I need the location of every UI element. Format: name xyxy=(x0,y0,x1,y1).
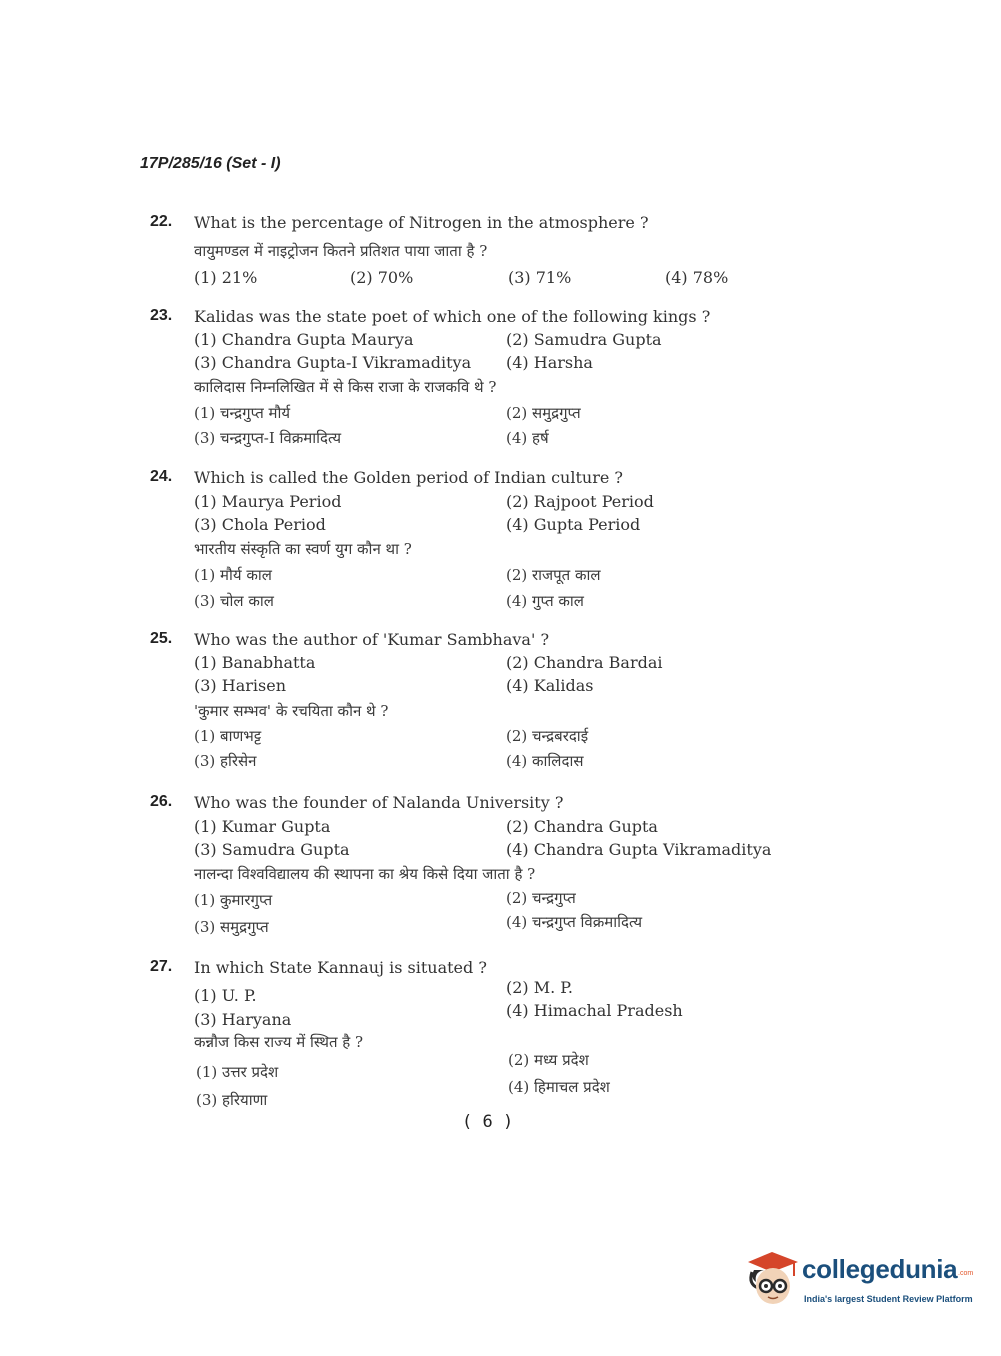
question-number: 26. xyxy=(150,793,173,810)
option-3-hi: (3) समुद्रगुप्त xyxy=(194,918,269,936)
option-1-hi: (1) चन्द्रगुप्त मौर्य xyxy=(194,404,291,422)
option-2: (2) Chandra Gupta xyxy=(506,817,658,836)
question-number: 22. xyxy=(150,213,173,230)
option-3-hi: (3) चन्द्रगुप्त-I विक्रमादित्य xyxy=(194,429,342,447)
question-number: 24. xyxy=(150,468,173,485)
option-4: (4) Kalidas xyxy=(506,676,594,695)
option-3: (3) Samudra Gupta xyxy=(194,840,350,859)
question-text-en: Who was the author of 'Kumar Sambhava' ? xyxy=(194,630,550,649)
question-text-hi: कालिदास निम्नलिखित में से किस राजा के राजकवि थे ? xyxy=(194,378,497,396)
option-4-hi: (4) हर्ष xyxy=(506,429,549,447)
option-2: (2) Samudra Gupta xyxy=(506,330,662,349)
question-number: 25. xyxy=(150,630,173,647)
option-2: (2) Chandra Bardai xyxy=(506,653,663,672)
option-3-hi: (3) हरिसेन xyxy=(194,752,257,770)
question-number: 27. xyxy=(150,958,173,975)
brand-name: collegedunia xyxy=(802,1254,958,1284)
page-number: ( 6 ) xyxy=(462,1112,514,1132)
option-3: (3) Harisen xyxy=(194,676,286,695)
option-4-hi: (4) गुप्त काल xyxy=(506,592,584,610)
option-3: (3) Haryana xyxy=(194,1010,292,1029)
option-1: (1) Chandra Gupta Maurya xyxy=(194,330,414,349)
option-1: (1) Kumar Gupta xyxy=(194,817,331,836)
option-4-hi: (4) कालिदास xyxy=(506,752,584,770)
option-2-hi: (2) चन्द्रबरदाई xyxy=(506,727,589,745)
student-mascot-icon xyxy=(744,1248,802,1312)
option-1-hi: (1) उत्तर प्रदेश xyxy=(196,1063,279,1081)
question-number: 23. xyxy=(150,307,173,324)
question-text-hi: वायुमण्डल में नाइट्रोजन कितने प्रतिशत पाया जाता है ? xyxy=(194,242,488,260)
option-4-hi: (4) चन्द्रगुप्त विक्रमादित्य xyxy=(506,913,643,931)
option-4: (4) Chandra Gupta Vikramaditya xyxy=(506,840,772,859)
question-text-en: What is the percentage of Nitrogen in the atmosphere ? xyxy=(194,213,649,232)
question-text-hi: कन्नौज किस राज्य में स्थित है ? xyxy=(194,1033,364,1051)
option-1-hi: (1) मौर्य काल xyxy=(194,566,272,584)
brand-tagline: India's largest Student Review Platform xyxy=(804,1294,973,1304)
option-3: (3) Chola Period xyxy=(194,515,326,534)
option-1-hi: (1) बाणभट्ट xyxy=(194,727,262,745)
option-2-hi: (2) चन्द्रगुप्त xyxy=(506,889,576,907)
question-text-en: Which is called the Golden period of Indian culture ? xyxy=(194,468,623,487)
question-text-hi: 'कुमार सम्भव' के रचयिता कौन थे ? xyxy=(194,702,389,720)
option-4: (4) Himachal Pradesh xyxy=(506,1001,683,1020)
brand-domain: .com xyxy=(958,1270,974,1277)
paper-code: 17P/285/16 (Set - I) xyxy=(140,155,281,172)
question-text-hi: नालन्दा विश्वविद्यालय की स्थापना का श्रेय किसे दिया जाता है ? xyxy=(194,865,536,883)
option-3-hi: (3) हरियाणा xyxy=(196,1091,268,1109)
option-4: (4) Harsha xyxy=(506,353,593,372)
option-2: (2) Rajpoot Period xyxy=(506,492,654,511)
option-1-hi: (1) कुमारगुप्त xyxy=(194,891,273,909)
collegedunia-logo xyxy=(744,1248,974,1318)
question-text-en: In which State Kannauj is situated ? xyxy=(194,958,487,977)
option-2: (2) 70% xyxy=(350,268,414,287)
option-1: (1) Maurya Period xyxy=(194,492,342,511)
option-2: (2) M. P. xyxy=(506,978,573,997)
option-4-hi: (4) हिमाचल प्रदेश xyxy=(508,1078,610,1096)
option-1: (1) 21% xyxy=(194,268,258,287)
question-text-en: Kalidas was the state poet of which one of the following kings ? xyxy=(194,307,711,326)
option-4: (4) 78% xyxy=(665,268,729,287)
option-3: (3) Chandra Gupta-I Vikramaditya xyxy=(194,353,472,372)
option-1: (1) Banabhatta xyxy=(194,653,316,672)
option-3: (3) 71% xyxy=(508,268,572,287)
question-text-en: Who was the founder of Nalanda University ? xyxy=(194,793,564,812)
option-4: (4) Gupta Period xyxy=(506,515,641,534)
option-3-hi: (3) चोल काल xyxy=(194,592,274,610)
option-1: (1) U. P. xyxy=(194,986,257,1005)
option-2-hi: (2) मध्य प्रदेश xyxy=(508,1051,589,1069)
option-2-hi: (2) राजपूत काल xyxy=(506,566,601,584)
option-2-hi: (2) समुद्रगुप्त xyxy=(506,404,581,422)
question-text-hi: भारतीय संस्कृति का स्वर्ण युग कौन था ? xyxy=(194,540,412,558)
